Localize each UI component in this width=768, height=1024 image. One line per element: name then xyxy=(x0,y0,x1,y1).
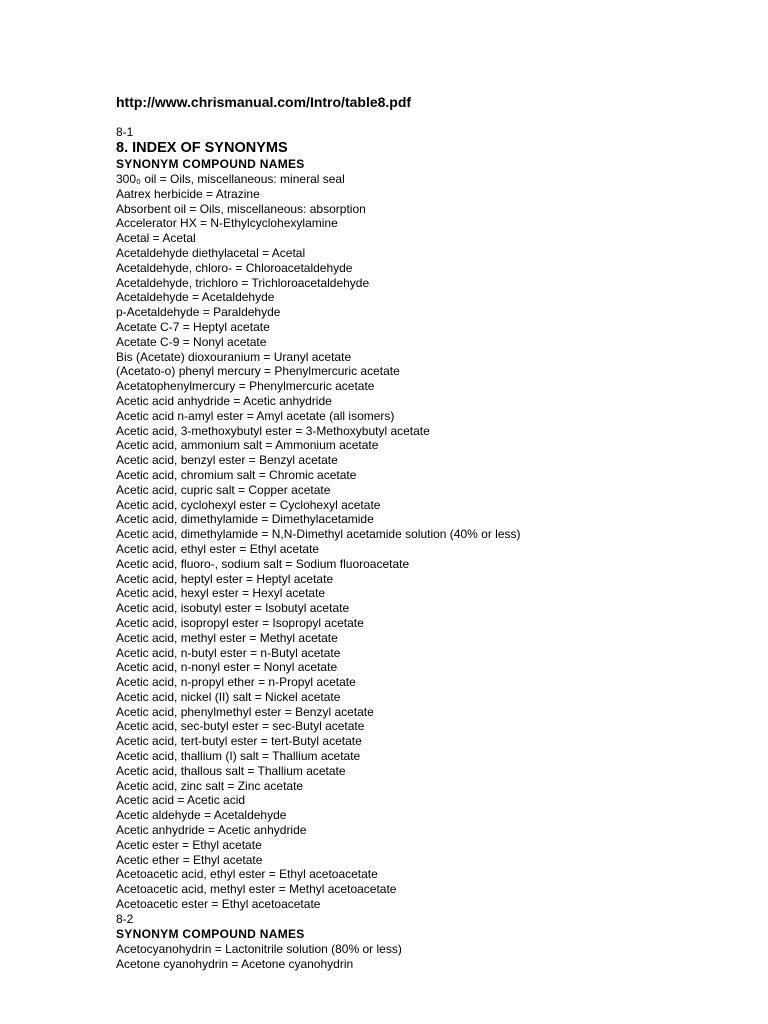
synonym-entry: Aatrex herbicide = Atrazine xyxy=(116,186,260,201)
synonym-entry: Acetic acid, thallium (I) salt = Thallium acetate xyxy=(116,749,361,764)
synonym-entry: Acetic acid, cyclohexyl ester = Cyclohexyl acetate xyxy=(116,497,381,512)
synonym-entry: Acetic ether = Ethyl acetate xyxy=(116,852,263,867)
synonym-entry: Accelerator HX = N-Ethylcyclohexylamine xyxy=(116,216,338,231)
synonym-entry: Acetic acid, 3-methoxybutyl ester = 3-Methoxybutyl acetate xyxy=(116,423,430,438)
section-title: 8. INDEX OF SYNONYMS xyxy=(116,140,288,156)
synonym-entry: Acetaldehyde diethylacetal = Acetal xyxy=(116,245,306,260)
table-subheading: SYNONYM COMPOUND NAMES xyxy=(116,157,305,171)
synonym-entry: Acetoacetic acid, methyl ester = Methyl acetoacetate xyxy=(116,882,397,897)
synonym-entry: Acetic acid, cupric salt = Copper acetate xyxy=(116,482,331,497)
synonym-entry: Acetal = Acetal xyxy=(116,231,196,246)
synonym-entry: Acetic acid, n-butyl ester = n-Butyl acetate xyxy=(116,645,341,660)
synonym-list xyxy=(116,172,756,912)
synonym-entry: Acetoacetic acid, ethyl ester = Ethyl acetoacetate xyxy=(116,867,378,882)
synonym-entry: Acetic acid, benzyl ester = Benzyl acetate xyxy=(116,453,338,468)
synonym-entry: Acetic acid, tert-butyl ester = tert-Butyl acetate xyxy=(116,734,362,749)
synonym-entry: Acetate C-7 = Heptyl acetate xyxy=(116,319,270,334)
synonym-entry: Acetatophenylmercury = Phenylmercuric acetate xyxy=(116,379,375,394)
synonym-entry: Acetic acid, ammonium salt = Ammonium acetate xyxy=(116,438,379,453)
page-number: 8-1 xyxy=(116,125,134,139)
synonym-entry: Acetocyanohydrin = Lactonitrile solution (80% or less) xyxy=(116,941,402,956)
synonym-entry: Acetic acid anhydride = Acetic anhydride xyxy=(116,393,332,408)
synonym-entry: Acetic acid, sec-butyl ester = sec-Butyl acetate xyxy=(116,719,365,734)
synonym-entry: p-Acetaldehyde = Paraldehyde xyxy=(116,305,281,320)
synonym-entry: Acetaldehyde, chloro- = Chloroacetaldehyde xyxy=(116,260,353,275)
synonym-entry: Acetic acid, isobutyl ester = Isobutyl acetate xyxy=(116,601,350,616)
synonym-entry: Acetic acid, dimethylamide = Dimethylacetamide xyxy=(116,512,374,527)
synonym-entry: Acetic acid, isopropyl ester = Isopropyl acetate xyxy=(116,615,364,630)
synonym-entry: Acetic acid, fluoro-, sodium salt = Sodium fluoroacetate xyxy=(116,556,410,571)
synonym-entry: Acetic acid n-amyl ester = Amyl acetate (all isomers) xyxy=(116,408,395,423)
synonym-entry: Acetic aldehyde = Acetaldehyde xyxy=(116,808,287,823)
synonym-entry: Acetoacetic ester = Ethyl acetoacetate xyxy=(116,897,321,912)
synonym-entry: Acetic acid, n-nonyl ester = Nonyl acetate xyxy=(116,660,338,675)
page-number: 8-2 xyxy=(116,911,134,926)
synonym-entry: Acetic acid, zinc salt = Zinc acetate xyxy=(116,778,304,793)
synonym-entry: Acetic acid, thallous salt = Thallium acetate xyxy=(116,763,346,778)
synonym-entry: Acetic acid, hexyl ester = Hexyl acetate xyxy=(116,586,326,601)
synonym-entry: Acetaldehyde = Acetaldehyde xyxy=(116,290,275,305)
synonym-entry: (Acetato-o) phenyl mercury = Phenylmercuric acetate xyxy=(116,364,400,379)
synonym-entry: Acetic acid, chromium salt = Chromic acetate xyxy=(116,467,357,482)
synonym-entry: Acetic acid = Acetic acid xyxy=(116,793,246,808)
synonym-entry: Acetic acid, ethyl ester = Ethyl acetate xyxy=(116,541,320,556)
source-url-link[interactable]: http://www.chrismanual.com/Intro/table8.pdf xyxy=(116,94,412,110)
synonym-entry: Acetic acid, nickel (II) salt = Nickel acetate xyxy=(116,689,341,704)
document-page xyxy=(116,92,756,971)
synonym-entry: Acetic acid, dimethylamide = N,N-Dimethyl acetamide solution (40% or less) xyxy=(116,527,521,542)
synonym-entry: Acetone cyanohydrin = Acetone cyanohydrin xyxy=(116,956,354,971)
synonym-entry: Bis (Acetate) dioxouranium = Uranyl acetate xyxy=(116,349,352,364)
synonym-entry: 300₀ oil = Oils, miscellaneous: mineral seal xyxy=(116,172,345,186)
synonym-entry: Absorbent oil = Oils, miscellaneous: absorption xyxy=(116,201,366,216)
table-subheading: SYNONYM COMPOUND NAMES xyxy=(116,926,305,941)
synonym-entry: Acetic acid, phenylmethyl ester = Benzyl acetate xyxy=(116,704,374,719)
synonym-list xyxy=(116,942,756,972)
synonym-entry: Acetic ester = Ethyl acetate xyxy=(116,837,262,852)
synonym-entry: Acetic acid, heptyl ester = Heptyl acetate xyxy=(116,571,334,586)
synonym-entry: Acetic acid, n-propyl ether = n-Propyl acetate xyxy=(116,675,356,690)
synonym-entry: Acetate C-9 = Nonyl acetate xyxy=(116,334,267,349)
synonym-entry: Acetic anhydride = Acetic anhydride xyxy=(116,823,307,838)
synonym-entry: Acetic acid, methyl ester = Methyl acetate xyxy=(116,630,338,645)
synonym-entry: Acetaldehyde, trichloro = Trichloroacetaldehyde xyxy=(116,275,370,290)
